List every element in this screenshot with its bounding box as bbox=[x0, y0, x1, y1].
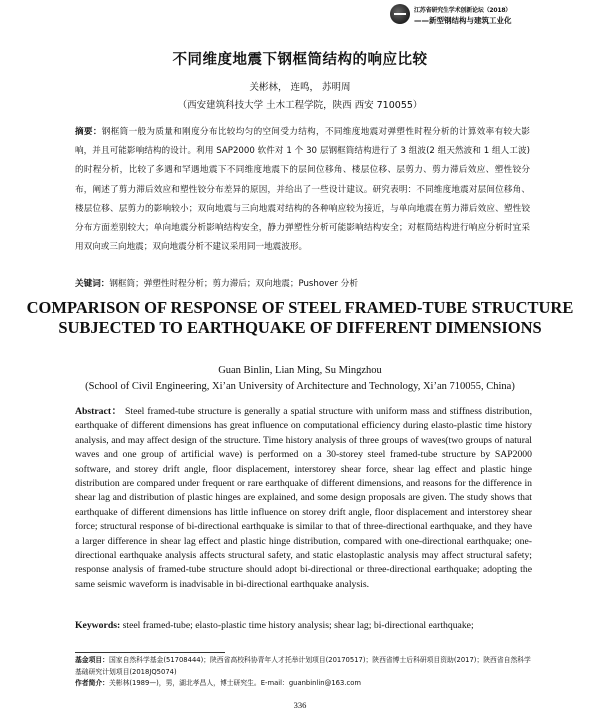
header-conference-name: 江苏省研究生学术创新论坛（2018） bbox=[414, 7, 512, 14]
english-abstract-label: Abstract： bbox=[75, 406, 122, 417]
english-abstract-text: Steel framed-tube structure is generally a spatial structure with uniform mass and stiffness distribution, earthquake of different dimensions has great influence on computational efficiency during elasto-plastic time history analysis, and may affect design of the structure. Time history analysis of three groups of waves(two groups of natural waves and one group of artificial wave) is performed on a 30-storey steel framed-tube structure by SAP2000 software, and storey drift angle, floor displacement, interstorey shear force, shear lag effect and plastic hinge distribution are compared under frequent or rare earthquake of different dimensions, and reasons for the difference in shear lag and distribution of plastic hinges are explained, and some design proposals are given. The study shows that earthquake of different dimensions has little influence on storey drift angle, floor displacement and interstorey shear force; structural response of bi-directional earthquake is similar to that of three-directional earthquake, and they have a larger difference in shear lag effect and plastic hinge distribution, compared with one-directional earthquake; one-directional earthquake analysis affects structural safety, and static elastoplastic analysis may affect structural safety; response analysis of framed-tube structure should adopt bi-directional or three-directional earthquake; adopting the same seismic waveform is inadvisable in bi-directional earthquake analysis. bbox=[75, 406, 532, 590]
chinese-keywords bbox=[75, 277, 535, 289]
footnote bbox=[75, 655, 533, 690]
chinese-title: 不同维度地震下钢框筒结构的响应比较 bbox=[172, 52, 428, 68]
footnote-divider bbox=[75, 652, 225, 653]
chinese-keywords-label: 关键词： bbox=[75, 279, 110, 289]
footnote-fund-text: 国家自然科学基金(51708444)；陕西省高校科协青年人才托举计划项目(20170517)；陕西省博士后科研项目资助(2017)；陕西省自然科学基础研究计划项目(2018JQ5074) bbox=[75, 656, 531, 676]
footnote-author-label: 作者简介： bbox=[75, 679, 109, 687]
page-number: 336 bbox=[293, 700, 307, 710]
footnote-author-text: 关彬林(1989—)，男，湖北孝昌人，博士研究生。E-mail：guanbinlin@163.com bbox=[108, 679, 361, 687]
english-abstract bbox=[75, 405, 532, 592]
english-keywords-text: steel framed-tube; elasto-plastic time history analysis; shear lag; bi-directional earthquake; bbox=[122, 620, 474, 631]
conference-logo-icon bbox=[390, 4, 410, 24]
chinese-authors: 关彬林， 连鸣， 苏明周 bbox=[249, 82, 351, 93]
chinese-keywords-text: 钢框筒；弹塑性时程分析；剪力滞后；双向地震；Pushover 分析 bbox=[109, 279, 358, 289]
header-conference-theme: ——新型钢结构与建筑工业化 bbox=[414, 16, 512, 25]
english-title: COMPARISON OF RESPONSE OF STEEL FRAMED-TUBE STRUCTURE SUBJECTED TO EARTHQUAKE OF DIFFERENT DIMENSIONS bbox=[26, 298, 574, 337]
english-authors: Guan Binlin, Lian Ming, Su Mingzhou bbox=[218, 365, 382, 376]
chinese-abstract-label: 摘要： bbox=[75, 127, 102, 137]
footnote-fund-label: 基金项目： bbox=[75, 656, 109, 664]
running-header bbox=[390, 4, 590, 30]
chinese-abstract bbox=[75, 123, 530, 257]
footnote-fund bbox=[75, 655, 533, 678]
english-keywords bbox=[75, 620, 532, 631]
english-affiliation: (School of Civil Engineering, Xi’an University of Architecture and Technology, Xi’an 710055, China) bbox=[85, 381, 515, 392]
chinese-affiliation: （西安建筑科技大学 土木工程学院，陕西 西安 710055） bbox=[177, 100, 423, 111]
english-keywords-label: Keywords: bbox=[75, 620, 121, 631]
footnote-author bbox=[75, 678, 533, 690]
chinese-abstract-text: 钢框筒一般为质量和刚度分布比较均匀的空间受力结构，不同维度地震对弹塑性时程分析的计算效率有较大影响，并且可能影响结构的设计。利用 SAP2000 软件对 1 个 30 层钢框筒结构进行了 3 组波(2 组天然波和 1 组人工波)的时程分析，比较了多遇和罕遇地震下不同维度地震下的层间位移角、楼层位移、层剪力、剪力滞后效应、塑性铰分布，阐述了剪力滞后效应和塑性铰分布差异的原因，并给出了一些设计建议。研究表明：不同维度地震对层间位移角、楼层位移、层剪力的影响较小；双向地震与三向地震对结构的各种响应较为接近，与单向地震在剪力滞后效应、塑性铰分布方面差别较大；单向地震分析影响结构安全，静力弹塑性分析可能影响结构安全；对框筒结构进行响应分析时宜采用双向或三向地震；双向地震分析不建议采用同一地震波形。 bbox=[75, 127, 530, 253]
